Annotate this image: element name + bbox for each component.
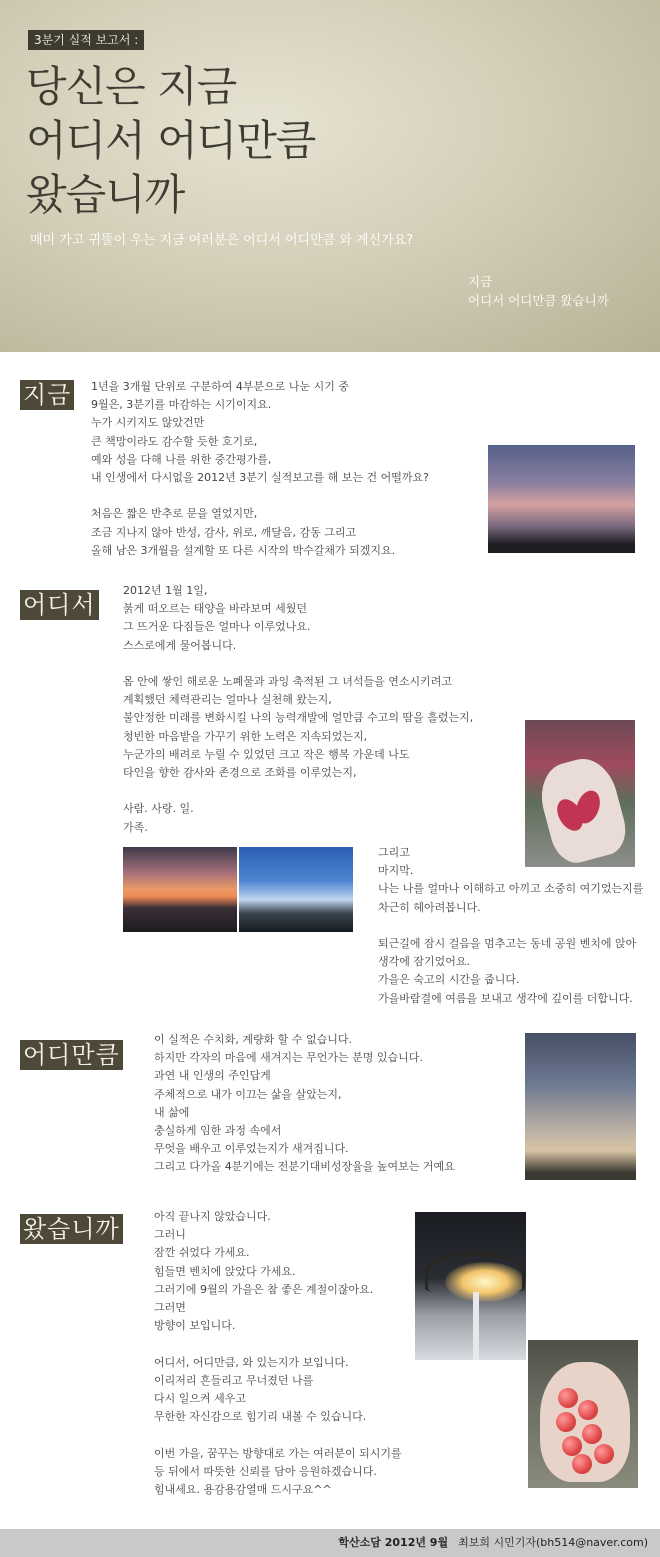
dusk-sky-photo bbox=[525, 1033, 636, 1180]
red-candy bbox=[556, 1412, 576, 1432]
corner-line: 지금 bbox=[468, 274, 493, 289]
report-tag: 3분기 실적 보고서 : bbox=[28, 30, 144, 50]
text-line: 마지막. bbox=[378, 864, 414, 878]
text-line: 스스로에게 물어봅니다. bbox=[123, 638, 237, 652]
text-line: 하지만 각자의 마음에 새겨지는 무언가는 분명 있습니다. bbox=[154, 1051, 423, 1065]
text-line: 사람. 사랑. 일. bbox=[123, 802, 194, 816]
title-line: 왔습니까 bbox=[26, 170, 185, 219]
text-line: 가족. bbox=[123, 820, 148, 834]
sunset-sky-photo bbox=[488, 445, 635, 553]
section-label-arrived: 왔습니까 bbox=[20, 1214, 123, 1244]
page-title bbox=[26, 60, 486, 222]
text-line: 다시 일으켜 세우고 bbox=[154, 1392, 247, 1406]
text-line: 이번 가을, 꿈꾸는 방향대로 가는 여러분이 되시기를 bbox=[154, 1446, 402, 1460]
text-line: 그러면 bbox=[154, 1301, 186, 1315]
red-candy bbox=[578, 1400, 598, 1420]
text-line: 무엇을 배우고 이루었는지가 새겨집니다. bbox=[154, 1142, 349, 1156]
publication-name: 학산소담 2012년 9월 bbox=[338, 1536, 449, 1549]
text-line: 퇴근길에 잠시 걸음을 멈추고는 동네 공원 벤치에 앉아 bbox=[378, 937, 637, 950]
section-label-now: 지금 bbox=[20, 380, 74, 410]
text-line: 큰 책망이라도 감수할 듯한 호기로, bbox=[91, 434, 258, 448]
text-line: 내 삶에 bbox=[154, 1105, 190, 1119]
text-line: 예와 성을 다해 나를 위한 중간평가를, bbox=[91, 452, 272, 466]
text-gap bbox=[378, 917, 643, 935]
corner-note bbox=[468, 272, 609, 310]
text-line: 주체적으로 내가 이끄는 삶을 살았는지, bbox=[154, 1087, 342, 1101]
street-lamp-photo bbox=[415, 1212, 526, 1360]
sea-sunset-photo bbox=[123, 847, 237, 932]
section-text-arrived bbox=[154, 1208, 402, 1499]
text-line: 올해 남은 3개월을 설계할 또 다른 시작의 박수갈채가 되겠지요. bbox=[91, 543, 396, 557]
text-gap bbox=[123, 655, 473, 673]
red-candy bbox=[582, 1424, 602, 1444]
text-line: 잠깐 쉬었다 가세요. bbox=[154, 1246, 250, 1260]
text-line: 등 뒤에서 따뜻한 신뢰를 담아 응원하겠습니다. bbox=[154, 1464, 377, 1478]
text-line: 가을은 숙고의 시간을 줍니다. bbox=[378, 973, 520, 987]
text-line: 누가 시키지도 않았건만 bbox=[91, 416, 205, 430]
blue-sky-photo bbox=[239, 847, 353, 932]
text-line: 차근히 헤아려봅니다. bbox=[378, 900, 481, 914]
text-line: 그 뜨거운 다짐들은 얼마나 이루었나요. bbox=[123, 620, 311, 634]
red-candy bbox=[594, 1444, 614, 1464]
text-line: 1년을 3개월 단위로 구분하여 4부분으로 나눈 시기 중 bbox=[91, 380, 349, 393]
header-banner bbox=[0, 0, 660, 352]
text-line: 힘내세요. 용감용감열매 드시구요^^ bbox=[154, 1483, 332, 1497]
red-candy bbox=[572, 1454, 592, 1474]
section-label-how-far: 어디만큼 bbox=[20, 1040, 123, 1070]
text-line: 이리저리 흔들리고 무너졌던 나를 bbox=[154, 1373, 314, 1387]
title-line: 어디서 어디만큼 bbox=[26, 116, 316, 165]
text-line: 그러니 bbox=[154, 1228, 186, 1242]
text-line: 어디서, 어디만큼, 와 있는지가 보입니다. bbox=[154, 1355, 349, 1369]
section-text-where-2 bbox=[378, 844, 643, 1008]
page-subtitle: 매미 가고 귀뚤이 우는 지금 여러분은 어디서 어디만큼 와 계신가요? bbox=[30, 233, 414, 248]
text-line: 타인을 향한 감사와 존경으로 조화를 이루었는지, bbox=[123, 766, 357, 780]
text-line: 충실하게 임한 과정 속에서 bbox=[154, 1124, 282, 1138]
section-text-now bbox=[91, 378, 429, 560]
corner-line: 어디서 어디만큼 왔습니까 bbox=[468, 293, 609, 308]
text-line: 불안정한 미래를 변화시킬 나의 능력개발에 얼만큼 수고의 땀을 흘렸는지, bbox=[123, 711, 474, 725]
section-label-where: 어디서 bbox=[20, 590, 99, 620]
lamp-pole bbox=[473, 1292, 479, 1360]
text-line: 가을바람결에 여름을 보내고 생각에 깊이를 더합니다. bbox=[378, 991, 633, 1005]
text-line: 붉게 떠오르는 태양을 바라보며 세웠던 bbox=[123, 602, 308, 616]
text-gap bbox=[123, 782, 473, 800]
text-line: 계획했던 체력관리는 얼마나 실천해 왔는지, bbox=[123, 693, 332, 707]
text-line: 무한한 자신감으로 힘기리 내볼 수 있습니다. bbox=[154, 1410, 367, 1424]
text-line: 조금 지나지 않아 반성, 감사, 위로, 깨달음, 감동 그리고 bbox=[91, 525, 357, 539]
title-line: 당신은 지금 bbox=[26, 62, 237, 111]
text-line: 2012년 1월 1일, bbox=[123, 584, 208, 597]
text-line: 몸 안에 쌓인 해로운 노폐물과 과잉 축적된 그 녀석들을 연소시키려고 bbox=[123, 675, 452, 688]
text-line: 청빈한 마음밭을 가꾸기 위한 노력은 지속되었는지, bbox=[123, 729, 368, 743]
section-text-where bbox=[123, 582, 473, 837]
red-candy bbox=[562, 1436, 582, 1456]
footer-credit bbox=[0, 1529, 660, 1557]
text-line: 방향이 보입니다. bbox=[154, 1319, 236, 1333]
text-gap bbox=[154, 1426, 402, 1444]
text-line: 처음은 짧은 반추로 문을 열었지만, bbox=[91, 507, 258, 521]
text-gap bbox=[154, 1335, 402, 1353]
section-text-how-far bbox=[154, 1031, 455, 1177]
text-line: 과연 내 인생의 주인답게 bbox=[154, 1069, 271, 1083]
lamp-shade bbox=[425, 1252, 525, 1292]
text-line: 힘들면 벤치에 앉았다 가세요. bbox=[154, 1264, 296, 1278]
text-gap bbox=[91, 487, 429, 505]
text-line: 9월은, 3분기를 마감하는 시기이지요. bbox=[91, 398, 272, 412]
text-line: 내 인생에서 다시없을 2012년 3분기 실적보고를 해 보는 건 어떨까요? bbox=[91, 471, 429, 485]
text-line: 생각에 잠기었어요. bbox=[378, 955, 471, 969]
text-line: 누군가의 배려로 누릴 수 있었던 크고 작은 행복 가운데 나도 bbox=[123, 747, 410, 761]
text-line: 나는 나를 얼마나 이해하고 아끼고 소중히 여기었는지를 bbox=[378, 882, 644, 896]
text-line: 그리고 다가올 4분기에는 전분기대비성장율을 높여보는 거예요 bbox=[154, 1160, 455, 1174]
candy-in-hand-photo bbox=[528, 1340, 638, 1488]
text-line: 아직 끝나지 않았습니다. bbox=[154, 1210, 271, 1223]
red-candy bbox=[558, 1388, 578, 1408]
text-line: 그러기에 9월의 가을은 참 좋은 계절이잖아요. bbox=[154, 1282, 374, 1296]
text-line: 그리고 bbox=[378, 846, 410, 859]
text-line: 이 실적은 수치화, 계량화 할 수 없습니다. bbox=[154, 1033, 352, 1046]
reporter-credit: 최보희 시민기자(bh514@naver.com) bbox=[458, 1536, 648, 1549]
